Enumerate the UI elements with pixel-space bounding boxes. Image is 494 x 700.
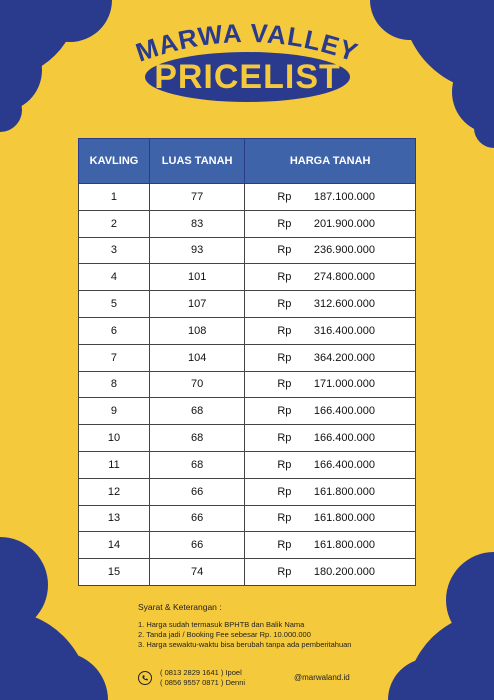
- cell-harga-tanah: [245, 532, 416, 559]
- table-row: [79, 237, 416, 264]
- cell-luas-tanah: 70: [149, 371, 244, 398]
- table-row: [79, 505, 416, 532]
- terms-heading: Syarat & Keterangan :: [138, 602, 222, 612]
- cell-harga-tanah: [245, 344, 416, 371]
- cell-kavling: 7: [79, 344, 150, 371]
- currency-label: Rp: [277, 539, 292, 552]
- cell-harga-tanah: [245, 478, 416, 505]
- cell-harga-tanah: [245, 371, 416, 398]
- price-value: 161.800.000: [313, 485, 375, 498]
- title-pill: [145, 52, 350, 102]
- cell-kavling: 9: [79, 398, 150, 425]
- title-line2: PRICELIST: [154, 57, 341, 96]
- cell-kavling: 10: [79, 425, 150, 452]
- cell-kavling: 11: [79, 451, 150, 478]
- cell-kavling: 5: [79, 291, 150, 318]
- price-table: [78, 138, 416, 586]
- price-value: 166.400.000: [313, 458, 375, 471]
- price-value: 180.200.000: [313, 566, 375, 579]
- price-value: 161.800.000: [313, 512, 375, 525]
- cell-luas-tanah: 101: [149, 264, 244, 291]
- table-row: [79, 425, 416, 452]
- table-row: [79, 264, 416, 291]
- currency-label: Rp: [277, 458, 292, 471]
- cell-harga-tanah: [245, 317, 416, 344]
- price-value: 316.400.000: [313, 324, 375, 337]
- table-row: [79, 371, 416, 398]
- currency-label: Rp: [277, 512, 292, 525]
- table-row: [79, 184, 416, 211]
- cell-harga-tanah: [245, 237, 416, 264]
- cell-luas-tanah: 66: [149, 505, 244, 532]
- table-row: [79, 451, 416, 478]
- cell-luas-tanah: 93: [149, 237, 244, 264]
- cell-kavling: 6: [79, 317, 150, 344]
- cell-harga-tanah: [245, 398, 416, 425]
- currency-label: Rp: [277, 271, 292, 284]
- cell-luas-tanah: 104: [149, 344, 244, 371]
- cell-kavling: 13: [79, 505, 150, 532]
- cell-kavling: 8: [79, 371, 150, 398]
- header-kavling: KAVLING: [79, 139, 150, 184]
- cell-harga-tanah: [245, 184, 416, 211]
- contact-block: [138, 668, 245, 688]
- cell-kavling: 14: [79, 532, 150, 559]
- header-harga-tanah: HARGA TANAH: [245, 139, 416, 184]
- price-value: 312.600.000: [313, 298, 375, 311]
- cell-harga-tanah: [245, 451, 416, 478]
- cell-luas-tanah: 68: [149, 425, 244, 452]
- cell-kavling: 15: [79, 559, 150, 586]
- table-row: [79, 291, 416, 318]
- price-table-wrap: [78, 138, 416, 586]
- cell-harga-tanah: [245, 291, 416, 318]
- currency-label: Rp: [277, 217, 292, 230]
- currency-label: Rp: [277, 244, 292, 257]
- currency-label: Rp: [277, 405, 292, 418]
- currency-label: Rp: [277, 298, 292, 311]
- cell-harga-tanah: [245, 264, 416, 291]
- table-header-row: [79, 139, 416, 184]
- instagram-handle: @marwaland.id: [294, 673, 350, 682]
- cell-kavling: 4: [79, 264, 150, 291]
- currency-label: Rp: [277, 378, 292, 391]
- cell-luas-tanah: 68: [149, 398, 244, 425]
- table-row: [79, 559, 416, 586]
- currency-label: Rp: [277, 324, 292, 337]
- cell-luas-tanah: 83: [149, 210, 244, 237]
- table-row: [79, 478, 416, 505]
- table-row: [79, 532, 416, 559]
- cell-luas-tanah: 77: [149, 184, 244, 211]
- price-value: 166.400.000: [313, 432, 375, 445]
- cell-harga-tanah: [245, 425, 416, 452]
- terms-item: 2. Tanda jadi / Booking Fee sebesar Rp. 10.000.000: [138, 630, 311, 639]
- table-body: [79, 184, 416, 586]
- cell-harga-tanah: [245, 210, 416, 237]
- contact-phone-2: ( 0856 9557 0871 ) Denni: [160, 678, 246, 687]
- cell-kavling: 12: [79, 478, 150, 505]
- table-row: [79, 317, 416, 344]
- cell-luas-tanah: 108: [149, 317, 244, 344]
- price-value: 161.800.000: [313, 539, 375, 552]
- whatsapp-icon: [138, 671, 152, 685]
- cell-luas-tanah: 107: [149, 291, 244, 318]
- cell-luas-tanah: 66: [149, 532, 244, 559]
- cell-luas-tanah: 66: [149, 478, 244, 505]
- terms-item: 3. Harga sewaktu-waktu bisa berubah tanpa ada pemberitahuan: [138, 640, 352, 649]
- table-row: [79, 398, 416, 425]
- cell-kavling: 1: [79, 184, 150, 211]
- price-value: 274.800.000: [313, 271, 375, 284]
- price-value: 166.400.000: [313, 405, 375, 418]
- table-row: [79, 344, 416, 371]
- cell-kavling: 2: [79, 210, 150, 237]
- currency-label: Rp: [277, 190, 292, 203]
- title-line1: MARWA VALLEY: [131, 17, 363, 68]
- cell-luas-tanah: 68: [149, 451, 244, 478]
- cell-luas-tanah: 74: [149, 559, 244, 586]
- contact-phone-1: ( 0813 2829 1641 ) Ipoel: [160, 668, 242, 677]
- cell-harga-tanah: [245, 505, 416, 532]
- terms-item: 1. Harga sudah termasuk BPHTB dan Balik Nama: [138, 620, 305, 629]
- currency-label: Rp: [277, 432, 292, 445]
- price-value: 187.100.000: [313, 190, 375, 203]
- currency-label: Rp: [277, 485, 292, 498]
- price-value: 171.000.000: [313, 378, 375, 391]
- cell-kavling: 3: [79, 237, 150, 264]
- price-value: 364.200.000: [313, 351, 375, 364]
- currency-label: Rp: [277, 351, 292, 364]
- cell-harga-tanah: [245, 559, 416, 586]
- table-row: [79, 210, 416, 237]
- terms-notes: [138, 602, 351, 650]
- price-value: 236.900.000: [313, 244, 375, 257]
- currency-label: Rp: [277, 566, 292, 579]
- price-value: 201.900.000: [313, 217, 375, 230]
- header-luas-tanah: LUAS TANAH: [149, 139, 244, 184]
